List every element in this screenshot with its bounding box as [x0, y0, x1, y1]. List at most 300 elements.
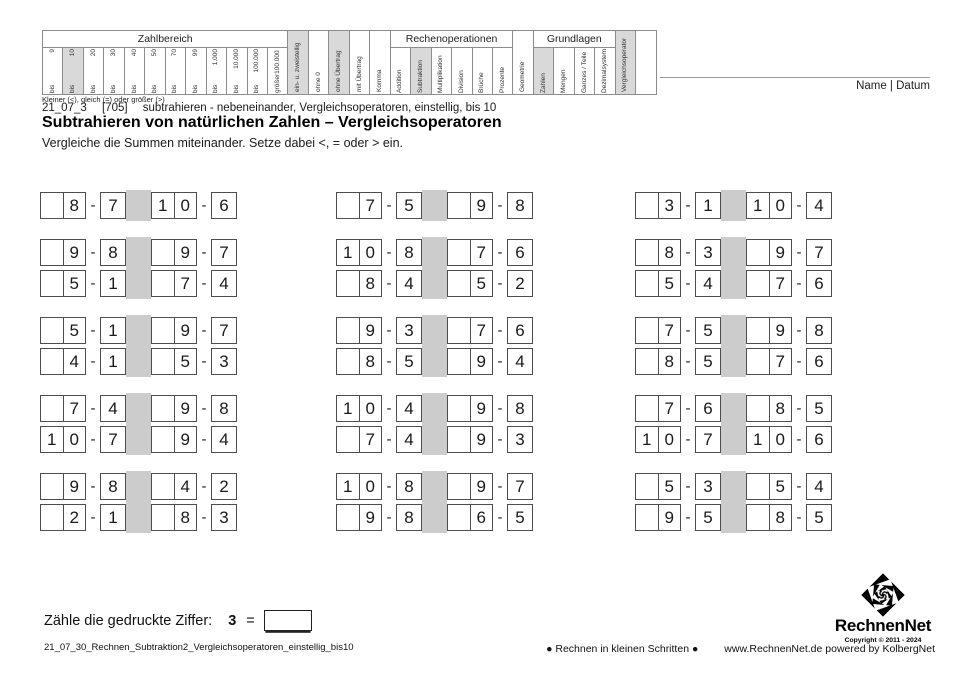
left-subtrahend-box: 1	[100, 348, 126, 375]
comparison-answer-box[interactable]	[126, 424, 151, 455]
left-subtrahend-box: 1	[100, 270, 126, 297]
left-minuend-box	[40, 395, 86, 422]
count-task-equals: =	[246, 612, 255, 629]
minus-sign: -	[497, 400, 503, 417]
right-minuend-tens-cell[interactable]	[747, 474, 769, 499]
left-subtrahend-box: 7	[100, 426, 126, 453]
minus-sign: -	[796, 400, 802, 417]
problems-grid	[40, 192, 940, 535]
right-minuend-ones-cell: 9	[470, 474, 493, 499]
right-minuend-box	[447, 192, 493, 219]
comparison-answer-box[interactable]	[422, 268, 447, 299]
left-minuend-tens-cell: 1	[343, 398, 353, 418]
left-minuend-tens-cell[interactable]	[337, 193, 359, 218]
left-minuend-box	[635, 348, 681, 375]
minus-sign: -	[685, 244, 691, 261]
right-minuend-tens-cell[interactable]	[448, 240, 470, 265]
left-minuend-ones-cell: 9	[63, 474, 86, 499]
left-minuend-box	[40, 504, 86, 531]
minus-sign: -	[90, 322, 96, 339]
left-minuend-box	[635, 395, 681, 422]
right-minuend-ones-cell: 9	[174, 240, 197, 265]
matrix-col-text: mit Übertrag	[355, 55, 363, 92]
matrix-col-division	[452, 48, 472, 95]
minus-sign: -	[201, 353, 207, 370]
topic-matrix-table	[42, 30, 657, 95]
right-minuend-tens-cell[interactable]	[747, 349, 769, 374]
right-subtrahend-box: 4	[507, 348, 533, 375]
left-minuend-ones-cell: 8	[63, 193, 86, 218]
left-minuend-box	[336, 270, 382, 297]
left-minuend-tens-cell[interactable]	[636, 505, 658, 530]
right-minuend-box	[746, 317, 792, 344]
right-minuend-tens-cell: 1	[158, 195, 168, 215]
left-subtrahend-box: 5	[396, 348, 422, 375]
left-subtrahend-box: 1	[695, 192, 721, 219]
right-minuend-box	[746, 270, 792, 297]
problem	[40, 502, 336, 533]
problem	[40, 424, 336, 455]
left-minuend-tens-cell[interactable]	[337, 271, 359, 296]
problem	[635, 237, 925, 268]
matrix-col-ohne-bertrag	[329, 31, 349, 95]
left-minuend-tens-cell[interactable]	[636, 271, 658, 296]
comparison-answer-box[interactable]	[721, 502, 746, 533]
matrix-col-text: 30	[109, 49, 117, 57]
left-minuend-tens-cell[interactable]	[337, 505, 359, 530]
left-subtrahend-box: 7	[100, 192, 126, 219]
right-subtrahend-box: 5	[507, 504, 533, 531]
right-minuend-tens-cell[interactable]	[152, 396, 174, 421]
minus-sign: -	[201, 197, 207, 214]
right-minuend-tens-cell[interactable]	[448, 349, 470, 374]
left-minuend-box	[336, 395, 382, 422]
minus-sign: -	[201, 400, 207, 417]
comparison-answer-box[interactable]	[422, 393, 447, 424]
problem-row	[40, 270, 940, 297]
problem	[336, 502, 635, 533]
right-minuend-tens-cell: 1	[753, 195, 763, 215]
comparison-answer-box[interactable]	[126, 315, 151, 346]
left-minuend-ones-cell: 5	[63, 271, 86, 296]
right-subtrahend-box: 6	[806, 270, 832, 297]
matrix-col-text: ein- u. zweistellig	[293, 42, 301, 92]
matrix-col-text: Dezimalsystem	[600, 48, 608, 93]
left-minuend-tens-cell[interactable]	[636, 240, 658, 265]
matrix-col-text: 9	[48, 49, 56, 53]
right-minuend-tens-cell[interactable]	[448, 396, 470, 421]
left-minuend-box	[336, 348, 382, 375]
minus-sign: -	[497, 322, 503, 339]
matrix-col-geometrie	[513, 31, 533, 95]
problem	[336, 346, 635, 377]
matrix-col-text: Mengen	[559, 69, 567, 93]
minus-sign: -	[497, 353, 503, 370]
right-minuend-tens-cell[interactable]	[448, 427, 470, 452]
right-subtrahend-box: 4	[211, 426, 237, 453]
right-minuend-box	[746, 239, 792, 266]
matrix-col-text: größer100.000	[273, 50, 281, 93]
left-minuend-tens-cell[interactable]	[41, 240, 63, 265]
right-minuend-ones-cell: 9	[470, 396, 493, 421]
right-minuend-ones-cell: 7	[769, 349, 792, 374]
comparison-answer-box[interactable]	[126, 268, 151, 299]
minus-sign: -	[685, 400, 691, 417]
right-subtrahend-box: 7	[806, 239, 832, 266]
comparison-answer-box[interactable]	[422, 502, 447, 533]
right-subtrahend-box: 3	[507, 426, 533, 453]
right-minuend-tens-cell[interactable]	[747, 318, 769, 343]
minus-sign: -	[90, 400, 96, 417]
brand-name: RechnenNet	[834, 616, 932, 635]
worksheet-code: 21_07_3	[42, 102, 87, 114]
left-minuend-ones-cell: 5	[658, 271, 681, 296]
problem	[336, 424, 635, 455]
left-minuend-tens-cell[interactable]	[337, 318, 359, 343]
left-minuend-tens-cell[interactable]	[41, 505, 63, 530]
right-minuend-tens-cell[interactable]	[747, 271, 769, 296]
matrix-col-bis-10-000	[227, 48, 247, 95]
right-minuend-tens-cell[interactable]	[152, 240, 174, 265]
matrix-col-mit-bertrag	[349, 31, 369, 95]
matrix-col-text: ohne 0	[314, 71, 322, 92]
right-minuend-ones-cell: 7	[174, 271, 197, 296]
matrix-col-br-che	[472, 48, 492, 95]
minus-sign: -	[685, 353, 691, 370]
right-minuend-tens-cell[interactable]	[448, 318, 470, 343]
left-minuend-box	[40, 317, 86, 344]
left-minuend-box	[635, 239, 681, 266]
matrix-col-addition	[390, 48, 410, 95]
matrix-col-text: 100.000	[253, 49, 260, 73]
left-minuend-tens-cell: 1	[343, 476, 353, 496]
minus-sign: -	[796, 244, 802, 261]
left-minuend-ones-cell: 0	[359, 396, 382, 421]
matrix-col-text: Multiplikation	[437, 55, 445, 93]
left-minuend-box	[336, 192, 382, 219]
right-subtrahend-box: 6	[806, 426, 832, 453]
left-minuend-box	[40, 192, 86, 219]
problem-row	[40, 426, 940, 453]
matrix-col-text: Division	[457, 70, 465, 93]
right-minuend-tens-cell[interactable]	[152, 427, 174, 452]
problem-row	[40, 317, 940, 344]
right-minuend-tens-cell[interactable]	[747, 396, 769, 421]
matrix-col-text: ohne Übertrag	[334, 49, 342, 92]
matrix-group-rechenoperationen: Rechenoperationen	[390, 31, 513, 48]
right-subtrahend-box: 8	[507, 192, 533, 219]
right-minuend-box	[151, 270, 197, 297]
right-minuend-tens-cell[interactable]	[448, 193, 470, 218]
matrix-col-text: bis	[48, 84, 56, 93]
right-subtrahend-box: 4	[806, 473, 832, 500]
left-minuend-ones-cell: 8	[658, 240, 681, 265]
left-subtrahend-box: 5	[695, 348, 721, 375]
matrix-col-text: Brüche	[477, 72, 485, 93]
comparison-answer-box[interactable]	[126, 502, 151, 533]
problem	[40, 346, 336, 377]
right-minuend-tens-cell[interactable]	[152, 271, 174, 296]
right-minuend-tens-cell[interactable]	[152, 505, 174, 530]
left-minuend-ones-cell: 7	[658, 318, 681, 343]
problem-row	[40, 239, 940, 266]
comparison-answer-box[interactable]	[721, 346, 746, 377]
left-minuend-box	[635, 317, 681, 344]
minus-sign: -	[685, 431, 691, 448]
right-minuend-ones-cell: 9	[769, 318, 792, 343]
left-subtrahend-box: 5	[695, 504, 721, 531]
right-minuend-ones-cell: 5	[174, 349, 197, 374]
matrix-col-text: Geometrie	[518, 61, 526, 92]
left-minuend-ones-cell: 9	[63, 240, 86, 265]
left-minuend-tens-cell[interactable]	[337, 427, 359, 452]
right-minuend-ones-cell: 0	[769, 193, 792, 218]
matrix-col-text: 1.000	[212, 49, 220, 66]
left-subtrahend-box: 1	[100, 317, 126, 344]
comparison-answer-box[interactable]	[126, 471, 151, 502]
right-minuend-ones-cell: 9	[470, 349, 493, 374]
comparison-answer-box[interactable]	[721, 471, 746, 502]
right-subtrahend-box: 7	[507, 473, 533, 500]
right-minuend-tens-cell[interactable]	[152, 318, 174, 343]
right-minuend-box	[151, 348, 197, 375]
right-minuend-box	[447, 473, 493, 500]
right-minuend-tens-cell[interactable]	[747, 505, 769, 530]
minus-sign: -	[386, 275, 392, 292]
comparison-answer-box[interactable]	[422, 237, 447, 268]
comparison-answer-box[interactable]	[126, 393, 151, 424]
right-minuend-ones-cell: 7	[470, 318, 493, 343]
left-minuend-box	[40, 239, 86, 266]
left-minuend-box	[40, 348, 86, 375]
right-minuend-box	[151, 504, 197, 531]
left-minuend-tens-cell[interactable]	[636, 349, 658, 374]
matrix-col-text: bis	[232, 84, 240, 93]
right-minuend-ones-cell: 7	[769, 271, 792, 296]
matrix-col-text: Ganzes / Teile	[580, 51, 588, 93]
problem	[40, 315, 336, 346]
right-minuend-tens-cell[interactable]	[448, 271, 470, 296]
matrix-col-komma	[370, 31, 390, 95]
right-minuend-tens-cell: 1	[753, 429, 763, 449]
matrix-col-vergleichsoperator	[615, 31, 635, 95]
right-minuend-box	[746, 426, 792, 453]
right-minuend-ones-cell: 8	[769, 396, 792, 421]
minus-sign: -	[685, 197, 691, 214]
left-minuend-ones-cell: 7	[658, 396, 681, 421]
right-minuend-ones-cell: 0	[174, 193, 197, 218]
minus-sign: -	[685, 322, 691, 339]
minus-sign: -	[685, 478, 691, 495]
comparison-answer-box[interactable]	[721, 424, 746, 455]
comparison-answer-box[interactable]	[422, 346, 447, 377]
problem	[40, 471, 336, 502]
left-minuend-tens-cell[interactable]	[636, 396, 658, 421]
left-subtrahend-box: 6	[695, 395, 721, 422]
minus-sign: -	[90, 478, 96, 495]
count-task-digit: 3	[228, 612, 237, 629]
right-minuend-tens-cell[interactable]	[448, 505, 470, 530]
comparison-answer-box[interactable]	[721, 393, 746, 424]
left-minuend-box	[336, 504, 382, 531]
left-minuend-ones-cell: 4	[63, 349, 86, 374]
matrix-col-dezimalsystem	[595, 48, 615, 95]
right-minuend-box	[447, 426, 493, 453]
count-task-label: Zähle die gedruckte Ziffer:	[44, 612, 213, 629]
matrix-col-text: Prozente	[498, 66, 506, 93]
problem	[40, 237, 336, 268]
left-subtrahend-box: 7	[695, 426, 721, 453]
right-minuend-box	[447, 348, 493, 375]
left-minuend-tens-cell[interactable]	[337, 349, 359, 374]
comparison-answer-box[interactable]	[721, 237, 746, 268]
problem	[40, 190, 336, 221]
footer-right	[546, 643, 935, 655]
left-subtrahend-box: 4	[396, 270, 422, 297]
minus-sign: -	[386, 197, 392, 214]
right-minuend-tens-cell[interactable]	[152, 349, 174, 374]
left-minuend-tens-cell[interactable]	[41, 193, 63, 218]
left-minuend-tens-cell[interactable]	[636, 193, 658, 218]
left-minuend-ones-cell: 5	[658, 474, 681, 499]
left-minuend-tens-cell[interactable]	[636, 474, 658, 499]
left-minuend-box	[336, 473, 382, 500]
left-minuend-ones-cell: 8	[359, 349, 382, 374]
minus-sign: -	[796, 431, 802, 448]
comparison-answer-box[interactable]	[422, 190, 447, 221]
minus-sign: -	[386, 478, 392, 495]
left-minuend-ones-cell: 9	[359, 505, 382, 530]
left-minuend-tens-cell[interactable]	[636, 318, 658, 343]
minus-sign: -	[796, 275, 802, 292]
right-minuend-tens-cell[interactable]	[448, 474, 470, 499]
right-minuend-ones-cell: 6	[470, 505, 493, 530]
comparison-answer-box[interactable]	[422, 424, 447, 455]
left-subtrahend-box: 3	[695, 473, 721, 500]
minus-sign: -	[497, 275, 503, 292]
left-minuend-tens-cell[interactable]	[41, 318, 63, 343]
right-minuend-box	[151, 426, 197, 453]
right-minuend-box	[447, 504, 493, 531]
right-minuend-box	[151, 239, 197, 266]
minus-sign: -	[796, 322, 802, 339]
right-minuend-box	[447, 317, 493, 344]
left-subtrahend-box: 4	[100, 395, 126, 422]
left-minuend-tens-cell[interactable]	[41, 271, 63, 296]
right-minuend-ones-cell: 9	[769, 240, 792, 265]
matrix-col-bis-100-000	[247, 48, 267, 95]
left-minuend-tens-cell[interactable]	[41, 349, 63, 374]
matrix-col-text: 70	[171, 49, 179, 57]
matrix-col-ganzes-teile	[574, 48, 594, 95]
worksheet-id: [705]	[101, 102, 128, 114]
minus-sign: -	[497, 509, 503, 526]
left-subtrahend-box: 8	[100, 473, 126, 500]
problem-row	[40, 348, 940, 375]
left-subtrahend-box: 8	[396, 473, 422, 500]
right-subtrahend-box: 3	[211, 504, 237, 531]
left-minuend-ones-cell: 3	[658, 193, 681, 218]
name-datum-line	[660, 77, 930, 78]
matrix-group-grundlagen: Grundlagen	[533, 31, 615, 48]
minus-sign: -	[497, 431, 503, 448]
page-title: Subtrahieren von natürlichen Zahlen – Vergleichsoperatoren	[42, 114, 502, 131]
name-datum-label: Name | Datum	[856, 80, 930, 92]
matrix-col-text: Subtraktion	[416, 60, 424, 93]
comparison-answer-box[interactable]	[721, 268, 746, 299]
comparison-answer-box[interactable]	[721, 190, 746, 221]
problem	[336, 268, 635, 299]
right-minuend-box	[447, 395, 493, 422]
footer-slogan: ● Rechnen in kleinen Schritten ●	[546, 643, 699, 655]
matrix-col-text: bis	[89, 84, 97, 93]
minus-sign: -	[201, 322, 207, 339]
right-minuend-box	[746, 192, 792, 219]
right-subtrahend-box: 7	[211, 317, 237, 344]
left-subtrahend-box: 8	[396, 239, 422, 266]
minus-sign: -	[796, 353, 802, 370]
count-answer-box[interactable]	[264, 610, 312, 631]
left-subtrahend-box: 4	[695, 270, 721, 297]
comparison-answer-box[interactable]	[721, 315, 746, 346]
matrix-col-prozente	[492, 48, 512, 95]
matrix-col-zahlen	[533, 48, 553, 95]
problem	[635, 315, 925, 346]
matrix-col-text: bis	[109, 84, 117, 93]
problem-row	[40, 395, 940, 422]
left-minuend-ones-cell: 0	[658, 427, 681, 452]
problem	[635, 268, 925, 299]
matrix-col-text: bis	[68, 84, 76, 93]
left-minuend-box	[635, 473, 681, 500]
right-minuend-tens-cell[interactable]	[747, 240, 769, 265]
comparison-answer-box[interactable]	[126, 346, 151, 377]
matrix-col-gr-er100-000	[267, 48, 287, 95]
comparison-answer-box[interactable]	[126, 237, 151, 268]
matrix-col-ohne-0	[308, 31, 328, 95]
problem	[635, 471, 925, 502]
right-minuend-ones-cell: 5	[769, 474, 792, 499]
matrix-col-subtraktion	[411, 48, 431, 95]
left-subtrahend-box: 5	[396, 192, 422, 219]
left-minuend-box	[40, 426, 86, 453]
left-subtrahend-box: 3	[695, 239, 721, 266]
left-minuend-tens-cell[interactable]	[41, 474, 63, 499]
right-minuend-tens-cell[interactable]	[152, 474, 174, 499]
right-minuend-box	[746, 395, 792, 422]
right-minuend-box	[151, 317, 197, 344]
problem	[336, 315, 635, 346]
left-minuend-box	[635, 192, 681, 219]
footer-site-link[interactable]: www.RechnenNet.de powered by KolbergNet	[724, 643, 935, 655]
right-minuend-ones-cell: 0	[769, 427, 792, 452]
left-minuend-tens-cell[interactable]	[41, 396, 63, 421]
left-minuend-ones-cell: 0	[359, 474, 382, 499]
left-subtrahend-box: 3	[396, 317, 422, 344]
comparison-answer-box[interactable]	[126, 190, 151, 221]
right-subtrahend-box: 6	[211, 192, 237, 219]
minus-sign: -	[796, 509, 802, 526]
right-minuend-ones-cell: 9	[174, 396, 197, 421]
minus-sign: -	[386, 400, 392, 417]
problem	[635, 346, 925, 377]
comparison-answer-box[interactable]	[422, 315, 447, 346]
right-minuend-ones-cell: 9	[174, 318, 197, 343]
comparison-answer-box[interactable]	[422, 471, 447, 502]
right-minuend-ones-cell: 9	[470, 193, 493, 218]
minus-sign: -	[201, 509, 207, 526]
right-subtrahend-box: 2	[507, 270, 533, 297]
